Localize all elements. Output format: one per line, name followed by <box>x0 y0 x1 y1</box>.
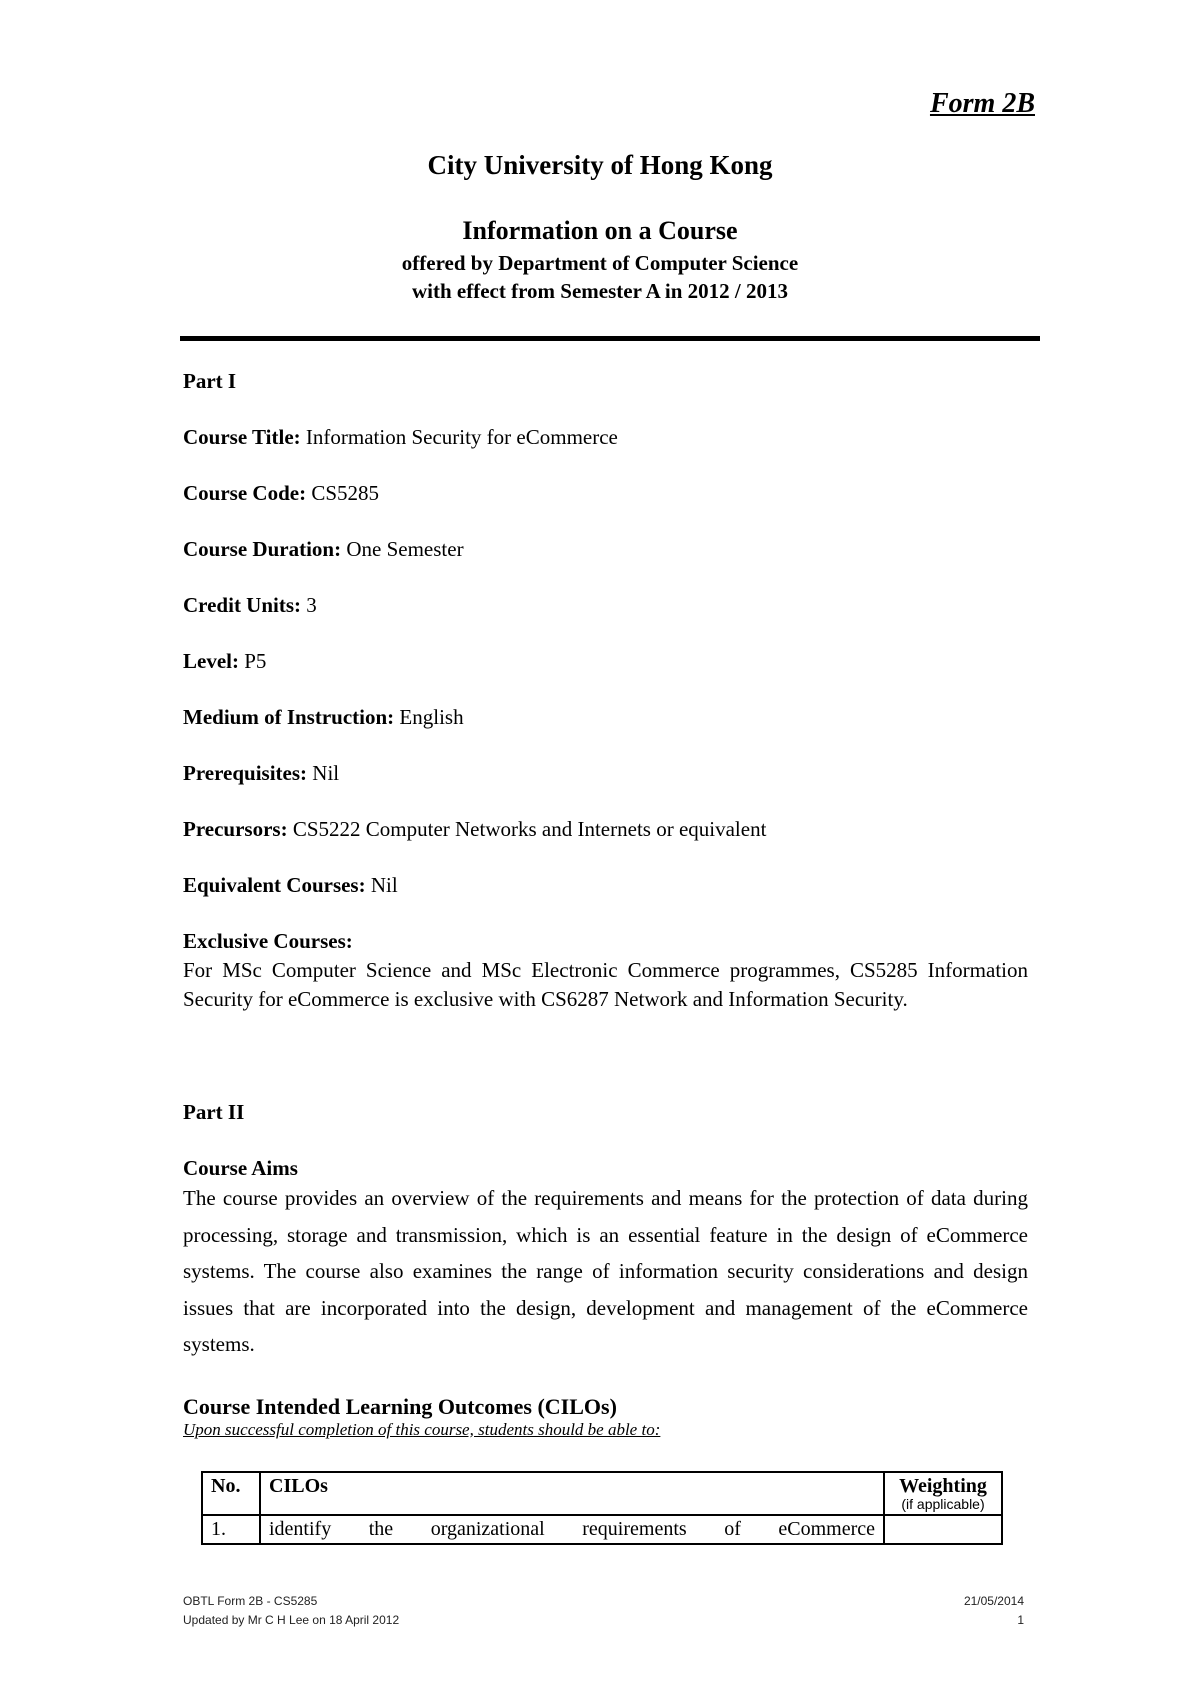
course-aims-heading: Course Aims <box>183 1156 298 1180</box>
field-key: Course Title <box>183 425 294 449</box>
field-course-title: Course Title: Information Security for eCommerce <box>183 425 618 449</box>
cilo-table <box>201 1471 1003 1545</box>
field-value: Nil <box>312 761 340 785</box>
university-name: City University of Hong Kong <box>427 150 773 180</box>
footer-date: 21/05/2014 <box>963 1594 1024 1608</box>
table-row <box>202 1515 1002 1544</box>
col-cilos-header: CILOs <box>260 1472 884 1515</box>
col-weighting-header <box>884 1472 1002 1515</box>
field-value: CS5285 <box>311 481 380 505</box>
footer-updated-by: Updated by Mr C H Lee on 18 April 2012 <box>183 1613 400 1627</box>
cilo-table-header <box>202 1472 1002 1515</box>
field-key: Equivalent Courses <box>183 873 359 897</box>
field-value: Information Security for eCommerce <box>305 425 618 449</box>
footer-form-id: OBTL Form 2B - CS5285 <box>183 1594 318 1608</box>
form-label: Form 2B <box>929 88 1035 119</box>
footer-page-number: 1 <box>1017 1613 1024 1627</box>
field-course-code: Course Code: CS5285 <box>183 481 380 505</box>
part1-heading: Part I <box>183 369 237 393</box>
field-medium-of-instruction: Medium of Instruction: English <box>183 705 464 729</box>
field-value: CS5222 Computer Networks and Internets or equivalent <box>292 817 767 841</box>
field-prerequisites: Prerequisites: Nil <box>183 761 340 785</box>
exclusive-courses-heading: Exclusive Courses: <box>183 929 353 953</box>
field-key: Prerequisites <box>183 761 301 785</box>
header-rule <box>180 336 1040 341</box>
field-value: One Semester <box>346 537 464 561</box>
row-weighting <box>884 1515 1002 1544</box>
field-key: Course Code <box>183 481 300 505</box>
row-no: 1. <box>202 1515 260 1544</box>
field-key: Credit Units <box>183 593 295 617</box>
weighting-sublabel: (if applicable) <box>901 1496 985 1512</box>
col-no-header: No. <box>202 1472 260 1515</box>
field-equivalent-courses: Equivalent Courses: Nil <box>183 873 398 897</box>
part2-heading: Part II <box>183 1100 245 1124</box>
offered-by-line: offered by Department of Computer Science <box>401 251 799 275</box>
field-course-duration: Course Duration: One Semester <box>183 537 464 561</box>
course-aims-text: The course provides an overview of the requirements and means for the protection of data during processing, storage and transmission, which is an essential feature in the design of eCommerce systems. The course also examines the range of information security considerations and design issues that are incorporated into the design, development and management of the eCommerce systems. <box>183 1186 1028 1356</box>
field-precursors: Precursors: CS5222 Computer Networks and Internets or equivalent <box>183 817 767 841</box>
field-value: 3 <box>306 593 317 617</box>
field-key: Medium of Instruction <box>183 705 388 729</box>
field-credit-units: Credit Units: 3 <box>183 593 317 617</box>
document-title: Information on a Course <box>462 216 738 245</box>
field-key: Level <box>183 649 232 673</box>
row-cilo-text: identify the organizational requirements of eCommerce <box>260 1515 884 1544</box>
field-value: Nil <box>370 873 398 897</box>
effect-line: with effect from Semester A in 2012 / 2013 <box>412 279 788 303</box>
cilo-subheading: Upon successful completion of this course, students should be able to: <box>183 1420 661 1439</box>
field-value: P5 <box>244 649 267 673</box>
exclusive-courses-text: For MSc Computer Science and MSc Electronic Commerce programmes, CS5285 Information Security for eCommerce is exclusive with CS6287 Network and Information Security. <box>183 958 1028 1011</box>
weighting-label: Weighting <box>899 1475 987 1497</box>
field-key: Course Duration <box>183 537 335 561</box>
field-level: Level: P5 <box>183 649 267 673</box>
field-value: English <box>399 705 464 729</box>
cilo-heading: Course Intended Learning Outcomes (CILOs) <box>183 1394 617 1419</box>
field-key: Precursors <box>183 817 281 841</box>
